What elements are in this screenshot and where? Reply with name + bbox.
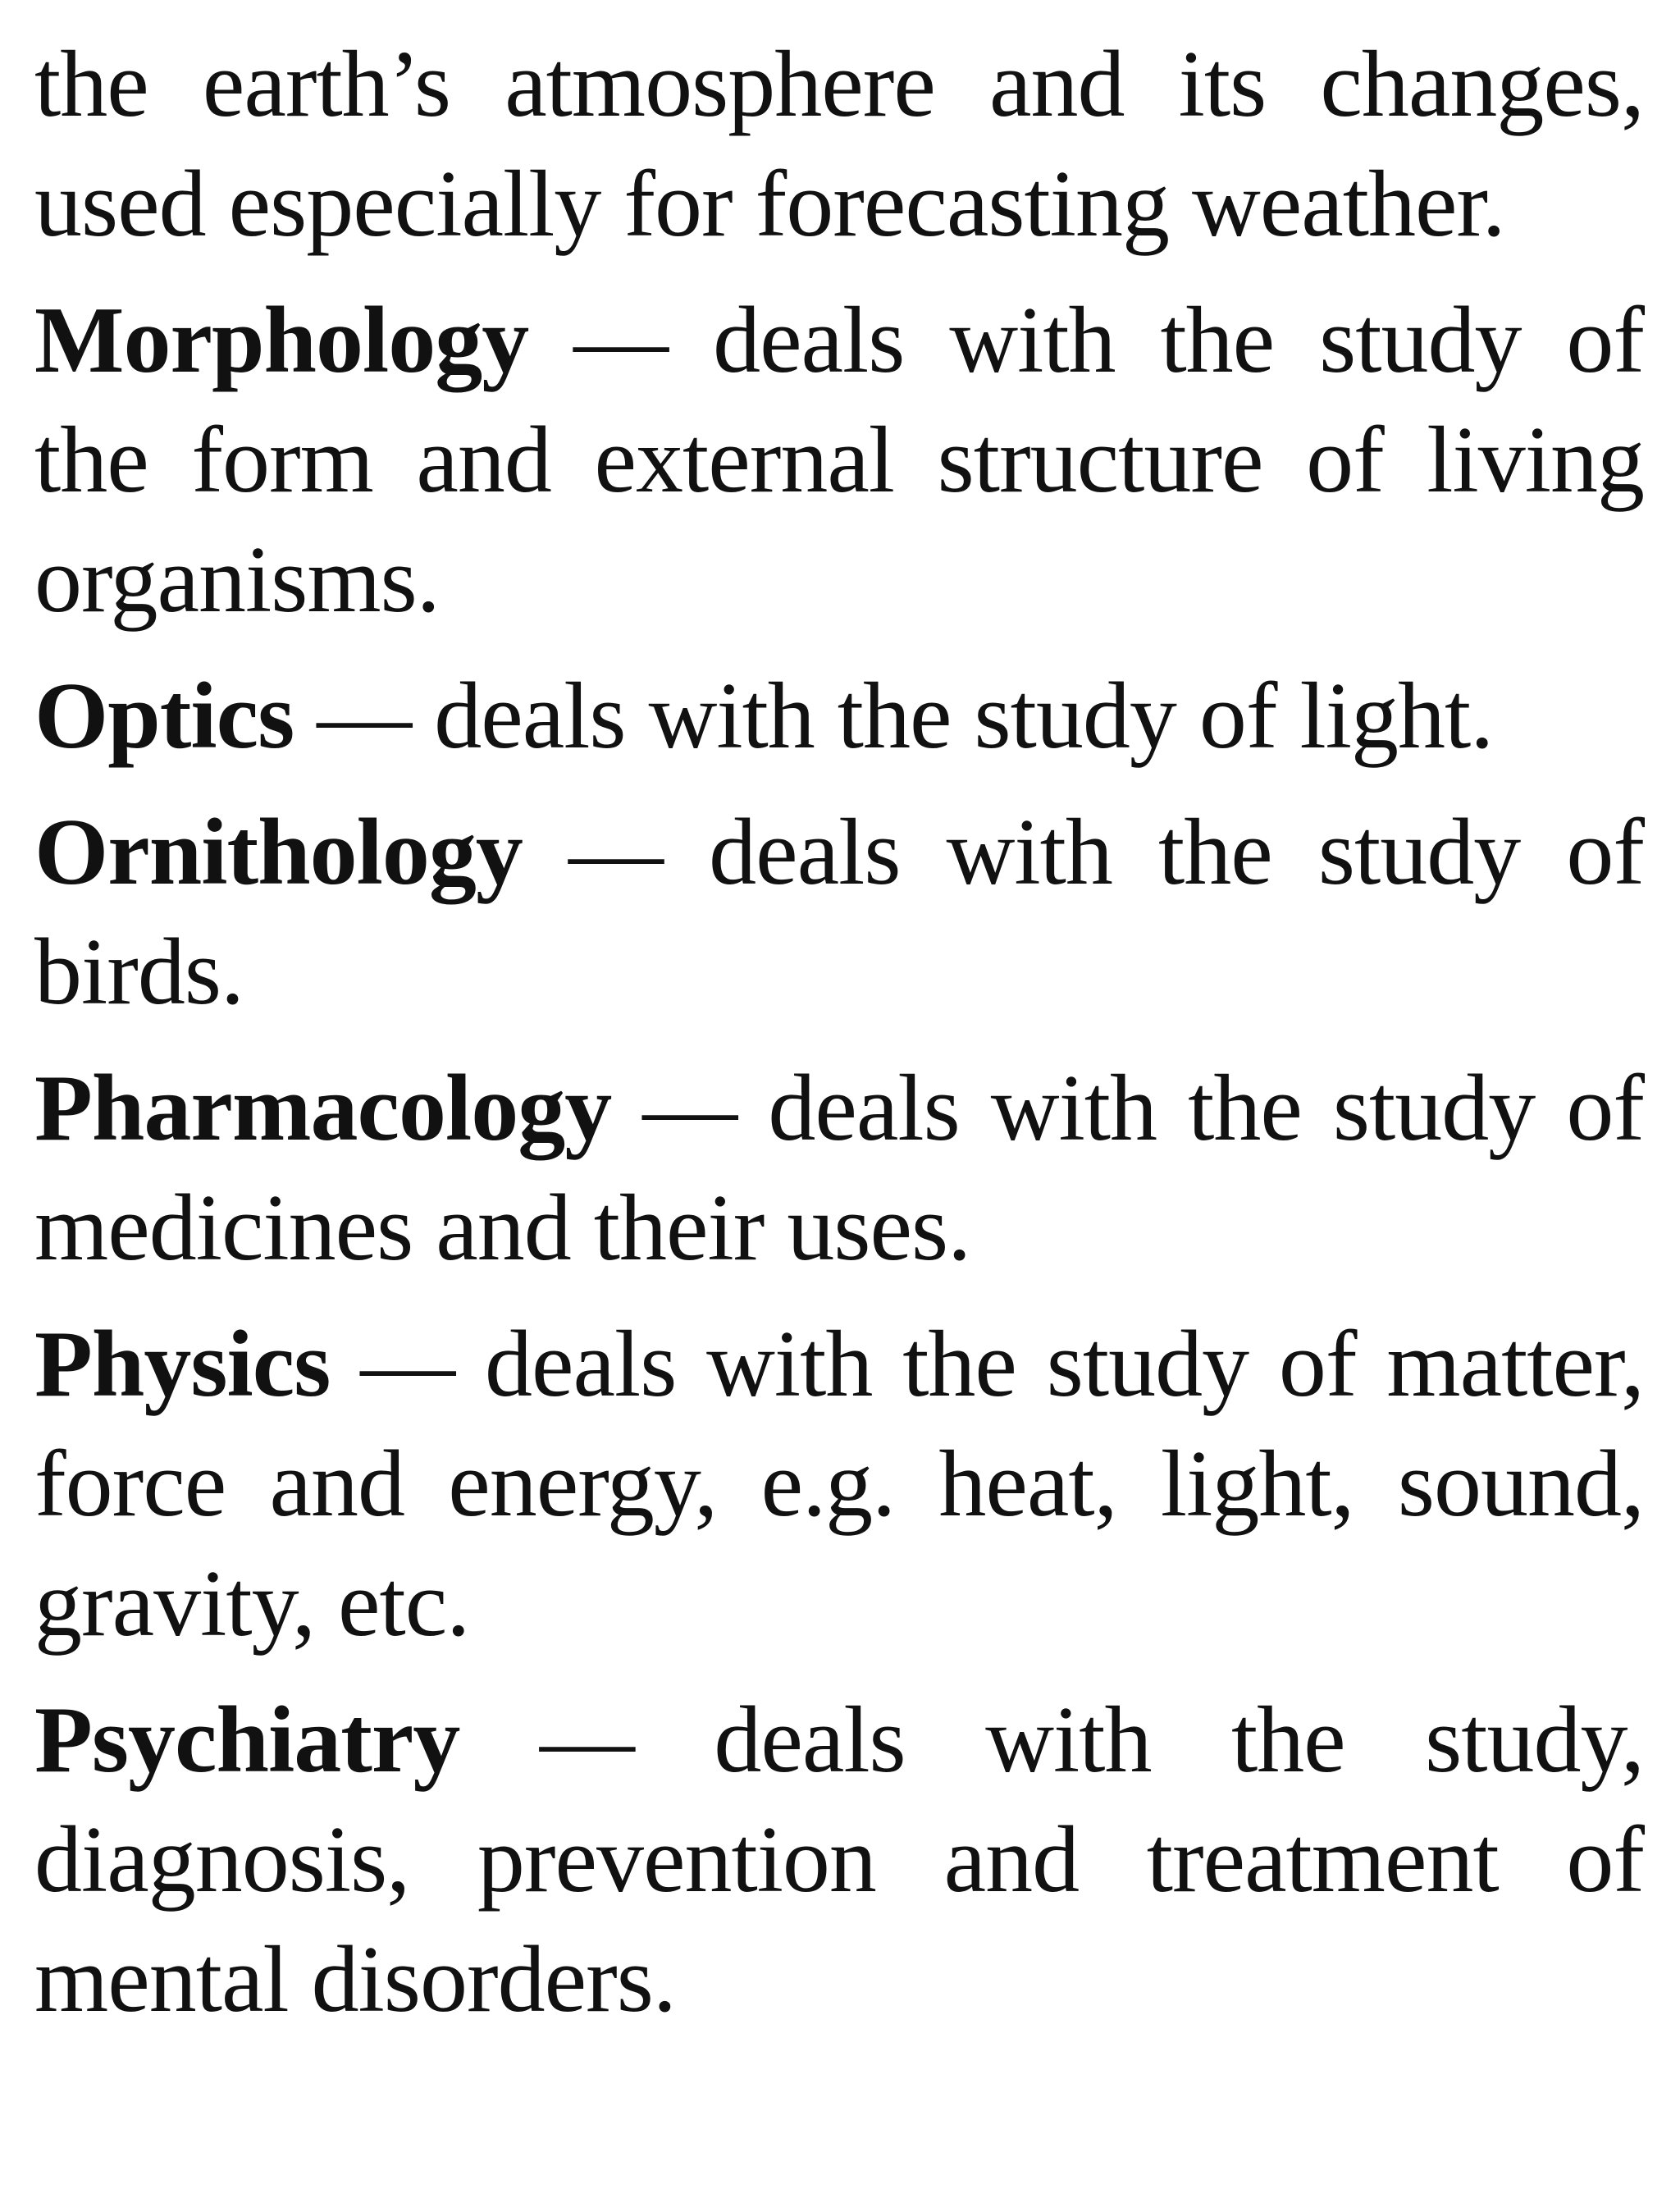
entry-dash: — [528,288,714,393]
entry-physics [34,1305,1644,1664]
entry-definition: the earth’s atmosphere and its changes, used especially for forecasting weather. [34,32,1644,257]
entry-definition: deals with the study of medicines and their uses. [34,1056,1644,1281]
entry-term: Pharmacology [34,1056,612,1161]
entry-dash: — [459,1688,714,1793]
entry-ornithology [34,793,1644,1032]
entry-dash: — [294,664,435,769]
entry-definition: deals with the study of matter, force and energy, e.g. heat, light, sound, gravity, etc. [34,1312,1644,1656]
entry-dash: — [611,1056,769,1161]
entry-optics [34,656,1644,776]
entry-definition: deals with the study, diagnosis, prevention and treatment of mental disorders. [34,1688,1645,2032]
entry-term: Morphology [34,288,529,393]
entry-dash: — [330,1312,485,1417]
entry-term: Physics [34,1312,331,1417]
entry-definition: deals with the study of the form and external structure of living organisms. [34,288,1644,633]
document-page [34,25,1644,2056]
entry-definition: deals with the study of light. [434,664,1494,769]
entry-pharmacology [34,1049,1644,1288]
entry-term: Psychiatry [34,1688,460,1793]
entry-term: Optics [34,664,294,769]
entry-definition: deals with the study of birds. [34,800,1644,1025]
entry-term: Ornithology [34,800,523,905]
entry-dash: — [522,800,710,905]
entry-morphology [34,281,1644,640]
entry-psychiatry [34,1680,1644,2040]
entry-continued [34,25,1644,264]
